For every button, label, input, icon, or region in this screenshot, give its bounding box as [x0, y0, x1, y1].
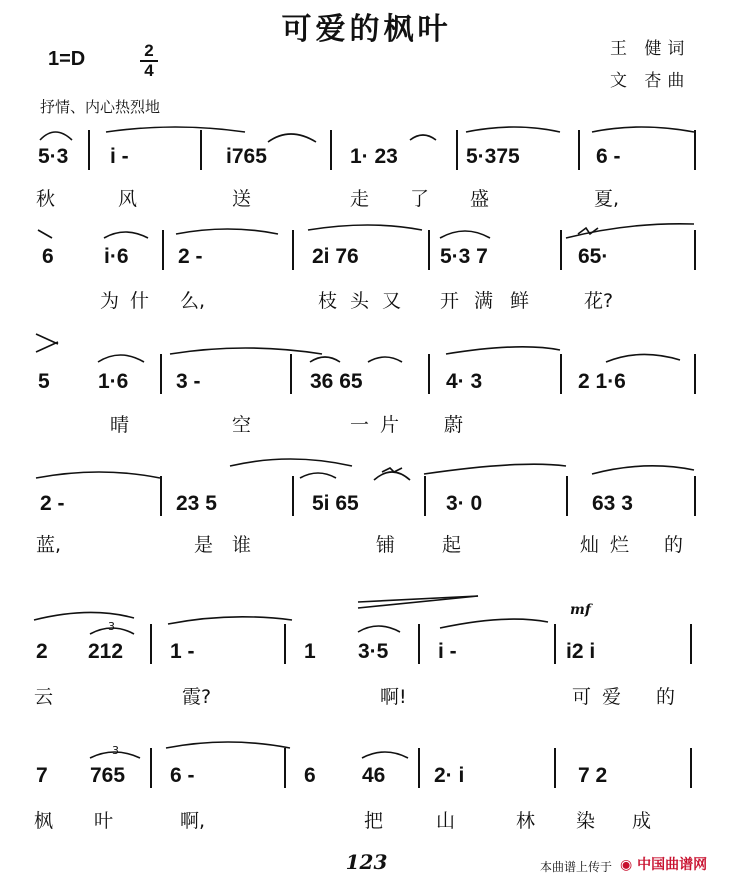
meter-bottom: 4 [144, 61, 154, 80]
lyric-char: 啊, [180, 810, 206, 832]
note-group: i2 i [566, 640, 596, 663]
note-group: 2· i [434, 764, 465, 787]
lyric-char: 花? [584, 290, 614, 312]
lyric-char: 可 [572, 686, 592, 708]
note-group: 3· 0 [446, 492, 483, 515]
bar-line [284, 624, 286, 664]
key-signature: 1=D [48, 48, 86, 70]
lyric-char: 送 [232, 188, 252, 210]
bar-line [292, 476, 294, 516]
lyric-char: 片 [380, 414, 400, 436]
bar-line [160, 354, 162, 394]
lyric-char: 灿 [580, 534, 600, 556]
bar-line [690, 748, 692, 788]
bar-line [200, 130, 202, 170]
bar-line [88, 130, 90, 170]
slur-lines-5 [0, 592, 733, 642]
lyric-char: 一 [350, 414, 370, 436]
note-group: 3 - [176, 370, 201, 393]
lyric-char: 蓝, [36, 534, 62, 556]
note-group: 5·3 [38, 145, 69, 168]
note-group: 6 - [170, 764, 195, 787]
note-group: 46 [362, 764, 386, 787]
lyric-char: 霞? [182, 686, 212, 708]
note-group: i - [110, 145, 129, 168]
lyric-char: 秋 [36, 188, 56, 210]
lyric-char: 云 [34, 686, 54, 708]
lyric-char: 又 [382, 290, 402, 312]
note-group: 1 - [170, 640, 195, 663]
lyric-char: 啊! [380, 686, 407, 708]
bar-line [578, 130, 580, 170]
note-group: 2i 76 [312, 245, 359, 268]
note-group: 7 [36, 764, 48, 787]
lyric-char: 叶 [94, 810, 114, 832]
lyric-char: 风 [118, 188, 138, 210]
bar-line [150, 624, 152, 664]
bar-line [162, 230, 164, 270]
lyric-char: 走 [350, 188, 370, 210]
lyric-char: 林 [516, 810, 536, 832]
slur-lines-4 [0, 440, 733, 490]
note-group: 5 [38, 370, 50, 393]
lyric-char: 的 [664, 534, 684, 556]
logo-icon: ◉ [620, 857, 633, 873]
lyric-char: 成 [632, 810, 652, 832]
bar-line [428, 230, 430, 270]
lyric-char: 铺 [376, 534, 396, 556]
lyric-char: 枫 [34, 810, 54, 832]
note-group: i765 [226, 145, 267, 168]
bar-line [694, 476, 696, 516]
logo-text: 中国曲谱网 [637, 857, 708, 873]
lyric-char: 染 [576, 810, 596, 832]
site-logo[interactable] [620, 854, 707, 874]
bar-line [456, 130, 458, 170]
dynamic-marking: mf [570, 602, 591, 618]
bar-line [284, 748, 286, 788]
note-group: 1 [304, 640, 316, 663]
lyric-char: 么, [180, 290, 206, 312]
note-group: 65· [578, 245, 609, 268]
bar-line [560, 230, 562, 270]
upload-note: 本曲谱上传于 [540, 860, 613, 874]
lyric-char: 满 [474, 290, 494, 312]
bar-line [290, 354, 292, 394]
note-group: 63 3 [592, 492, 633, 515]
note-group: 212 [88, 640, 124, 663]
slur-lines-3 [0, 324, 733, 374]
bar-line [694, 130, 696, 170]
note-group: i·6 [104, 245, 129, 268]
bar-line [418, 624, 420, 664]
note-group: 6 - [596, 145, 621, 168]
lyric-char: 什 [130, 290, 150, 312]
bar-line [554, 748, 556, 788]
time-signature [140, 42, 158, 80]
bar-line [160, 476, 162, 516]
bar-line [694, 354, 696, 394]
triplet-mark: 3 [108, 620, 115, 633]
note-group: 2 - [40, 492, 65, 515]
lyricist-credit: 王 健词 [610, 39, 691, 59]
page-number: 123 [345, 850, 388, 874]
bar-line [292, 230, 294, 270]
meter-top: 2 [140, 42, 158, 62]
note-group: 23 5 [176, 492, 217, 515]
lyric-char: 烂 [610, 534, 630, 556]
note-group: 1·6 [98, 370, 129, 393]
triplet-mark: 3 [112, 744, 119, 757]
note-group: 7 2 [578, 764, 608, 787]
note-group: 6 [304, 764, 316, 787]
expression-marking: 抒情、内心热烈地 [40, 98, 161, 116]
lyric-char: 头 [350, 290, 370, 312]
note-group: 36 65 [310, 370, 363, 393]
lyric-char: 的 [656, 686, 676, 708]
lyric-char: 把 [364, 810, 384, 832]
note-group: 2 1·6 [578, 370, 626, 393]
note-group: 6 [42, 245, 54, 268]
lyric-char: 了 [410, 188, 430, 210]
note-group: i - [438, 640, 457, 663]
note-group: 1· 23 [350, 145, 398, 168]
note-group: 5·375 [466, 145, 520, 168]
lyric-char: 开 [440, 290, 460, 312]
bar-line [418, 748, 420, 788]
note-group: 5·3 7 [440, 245, 488, 268]
composer-credit: 文 杏曲 [610, 71, 691, 91]
bar-line [428, 354, 430, 394]
note-group: 765 [90, 764, 126, 787]
lyric-char: 夏, [594, 188, 620, 210]
bar-line [566, 476, 568, 516]
note-group: 2 - [178, 245, 203, 268]
bar-line [694, 230, 696, 270]
lyric-char: 山 [436, 810, 456, 832]
note-group: 5i 65 [312, 492, 359, 515]
bar-line [330, 130, 332, 170]
lyric-char: 晴 [110, 414, 130, 436]
bar-line [690, 624, 692, 664]
bar-line [150, 748, 152, 788]
lyric-char: 谁 [232, 534, 252, 556]
note-group: 4· 3 [446, 370, 483, 393]
lyric-char: 盛 [470, 188, 490, 210]
lyric-char: 为 [100, 290, 120, 312]
bar-line [560, 354, 562, 394]
note-group: 3·5 [358, 640, 389, 663]
lyric-char: 爱 [602, 686, 622, 708]
bar-line [424, 476, 426, 516]
lyric-char: 是 [194, 534, 214, 556]
song-title: 可爱的枫叶 [281, 12, 452, 47]
lyric-char: 空 [232, 414, 252, 436]
lyric-char: 起 [442, 534, 462, 556]
lyric-char: 枝 [318, 290, 338, 312]
bar-line [554, 624, 556, 664]
note-group: 2 [36, 640, 48, 663]
lyric-char: 鲜 [510, 290, 530, 312]
lyric-char: 蔚 [444, 414, 464, 436]
